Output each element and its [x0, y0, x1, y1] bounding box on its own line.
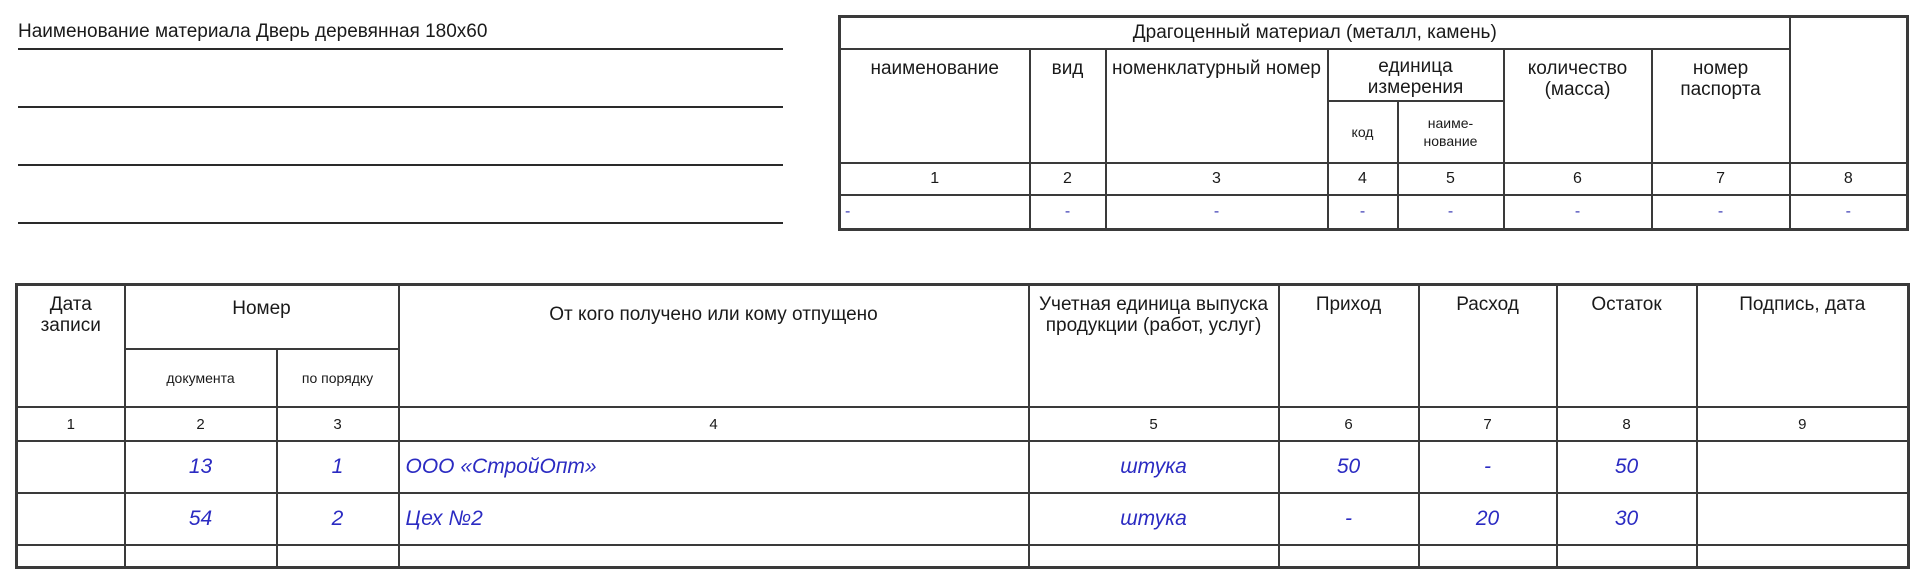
- ledger-header-income: Приход: [1279, 285, 1419, 408]
- ledger-cell-balance: 50: [1557, 441, 1697, 493]
- ledger-cell-unit: штука: [1029, 441, 1279, 493]
- ledger-col-number: 8: [1557, 407, 1697, 441]
- material-label: Наименование материала: [18, 21, 251, 42]
- ledger-col-number: 3: [277, 407, 399, 441]
- precious-cell: -: [1398, 195, 1504, 230]
- material-block: [18, 18, 783, 224]
- precious-header-quantity: количество (масса): [1504, 49, 1652, 163]
- ledger-cell-empty: [17, 545, 125, 568]
- ledger-cell-empty: [399, 545, 1029, 568]
- ledger-cell-doc: 13: [125, 441, 277, 493]
- precious-col-number: 6: [1504, 163, 1652, 195]
- precious-cell: -: [1652, 195, 1790, 230]
- ledger-col-number: 4: [399, 407, 1029, 441]
- precious-header-name: наименование: [840, 49, 1030, 163]
- precious-cell: -: [1504, 195, 1652, 230]
- ledger-cell-income: -: [1279, 493, 1419, 545]
- ledger-header-doc: документа: [125, 349, 277, 407]
- table-row: [17, 441, 1909, 493]
- precious-cell: -: [840, 195, 1030, 230]
- precious-col-number: 5: [1398, 163, 1504, 195]
- ledger-header-unit: Учетная единица выпуска продукции (работ, услуг): [1029, 285, 1279, 408]
- ledger-cell-empty: [1279, 545, 1419, 568]
- precious-col-number: 4: [1328, 163, 1398, 195]
- table-row: [17, 493, 1909, 545]
- precious-col-number: 3: [1106, 163, 1328, 195]
- ledger-header-order: по порядку: [277, 349, 399, 407]
- precious-col-number: 2: [1030, 163, 1106, 195]
- precious-cell: -: [1328, 195, 1398, 230]
- precious-cell: -: [1030, 195, 1106, 230]
- ledger-cell-doc: 54: [125, 493, 277, 545]
- precious-col-number: 7: [1652, 163, 1790, 195]
- ledger-cell-order: 1: [277, 441, 399, 493]
- precious-material-table: [838, 15, 1909, 231]
- blank-line: [18, 134, 783, 166]
- ledger-header-number: Номер: [125, 285, 399, 350]
- ledger-header-expense: Расход: [1419, 285, 1557, 408]
- ledger-cell-unit: штука: [1029, 493, 1279, 545]
- ledger-cell-balance: 30: [1557, 493, 1697, 545]
- precious-header-unit: единица измерения: [1328, 49, 1504, 101]
- ledger-cell-sign: [1697, 493, 1909, 545]
- ledger-col-number: 5: [1029, 407, 1279, 441]
- ledger-cell-empty: [1029, 545, 1279, 568]
- ledger-col-number: 7: [1419, 407, 1557, 441]
- ledger-cell-from: Цех №2: [399, 493, 1029, 545]
- ledger-header-from: От кого получено или кому отпущено: [399, 285, 1029, 408]
- precious-col-number: 8: [1790, 163, 1908, 195]
- blank-line: [18, 76, 783, 108]
- ledger-cell-order: 2: [277, 493, 399, 545]
- precious-header-unit-name: наиме- нование: [1398, 101, 1504, 163]
- ledger-cell-date: [17, 441, 125, 493]
- ledger-header-sign: Подпись, дата: [1697, 285, 1909, 408]
- precious-cell: -: [1790, 195, 1908, 230]
- material-value: Дверь деревянная 180х60: [255, 21, 488, 42]
- ledger-col-number: 9: [1697, 407, 1909, 441]
- blank-line: [18, 192, 783, 224]
- precious-header-unit-code: код: [1328, 101, 1398, 163]
- ledger-table: [15, 283, 1910, 569]
- precious-col-number: 1: [840, 163, 1030, 195]
- ledger-cell-expense: -: [1419, 441, 1557, 493]
- ledger-cell-empty: [1557, 545, 1697, 568]
- precious-header-kind: вид: [1030, 49, 1106, 163]
- table-row: [17, 545, 1909, 568]
- ledger-header-date: Дата записи: [17, 285, 125, 408]
- ledger-cell-date: [17, 493, 125, 545]
- ledger-col-number: 2: [125, 407, 277, 441]
- precious-header-nomenclature: номенклатурный номер: [1106, 49, 1328, 163]
- ledger-cell-sign: [1697, 441, 1909, 493]
- ledger-cell-from: ООО «СтройОпт»: [399, 441, 1029, 493]
- precious-header-passport: номер паспорта: [1652, 49, 1790, 163]
- material-name-line: [18, 18, 783, 50]
- ledger-cell-empty: [1697, 545, 1909, 568]
- ledger-cell-empty: [125, 545, 277, 568]
- ledger-col-number: 6: [1279, 407, 1419, 441]
- ledger-col-number: 1: [17, 407, 125, 441]
- ledger-cell-empty: [277, 545, 399, 568]
- precious-header-col8: [1790, 17, 1908, 164]
- ledger-cell-empty: [1419, 545, 1557, 568]
- ledger-header-balance: Остаток: [1557, 285, 1697, 408]
- ledger-cell-expense: 20: [1419, 493, 1557, 545]
- ledger-cell-income: 50: [1279, 441, 1419, 493]
- precious-cell: -: [1106, 195, 1328, 230]
- precious-title: Драгоценный материал (металл, камень): [840, 17, 1790, 50]
